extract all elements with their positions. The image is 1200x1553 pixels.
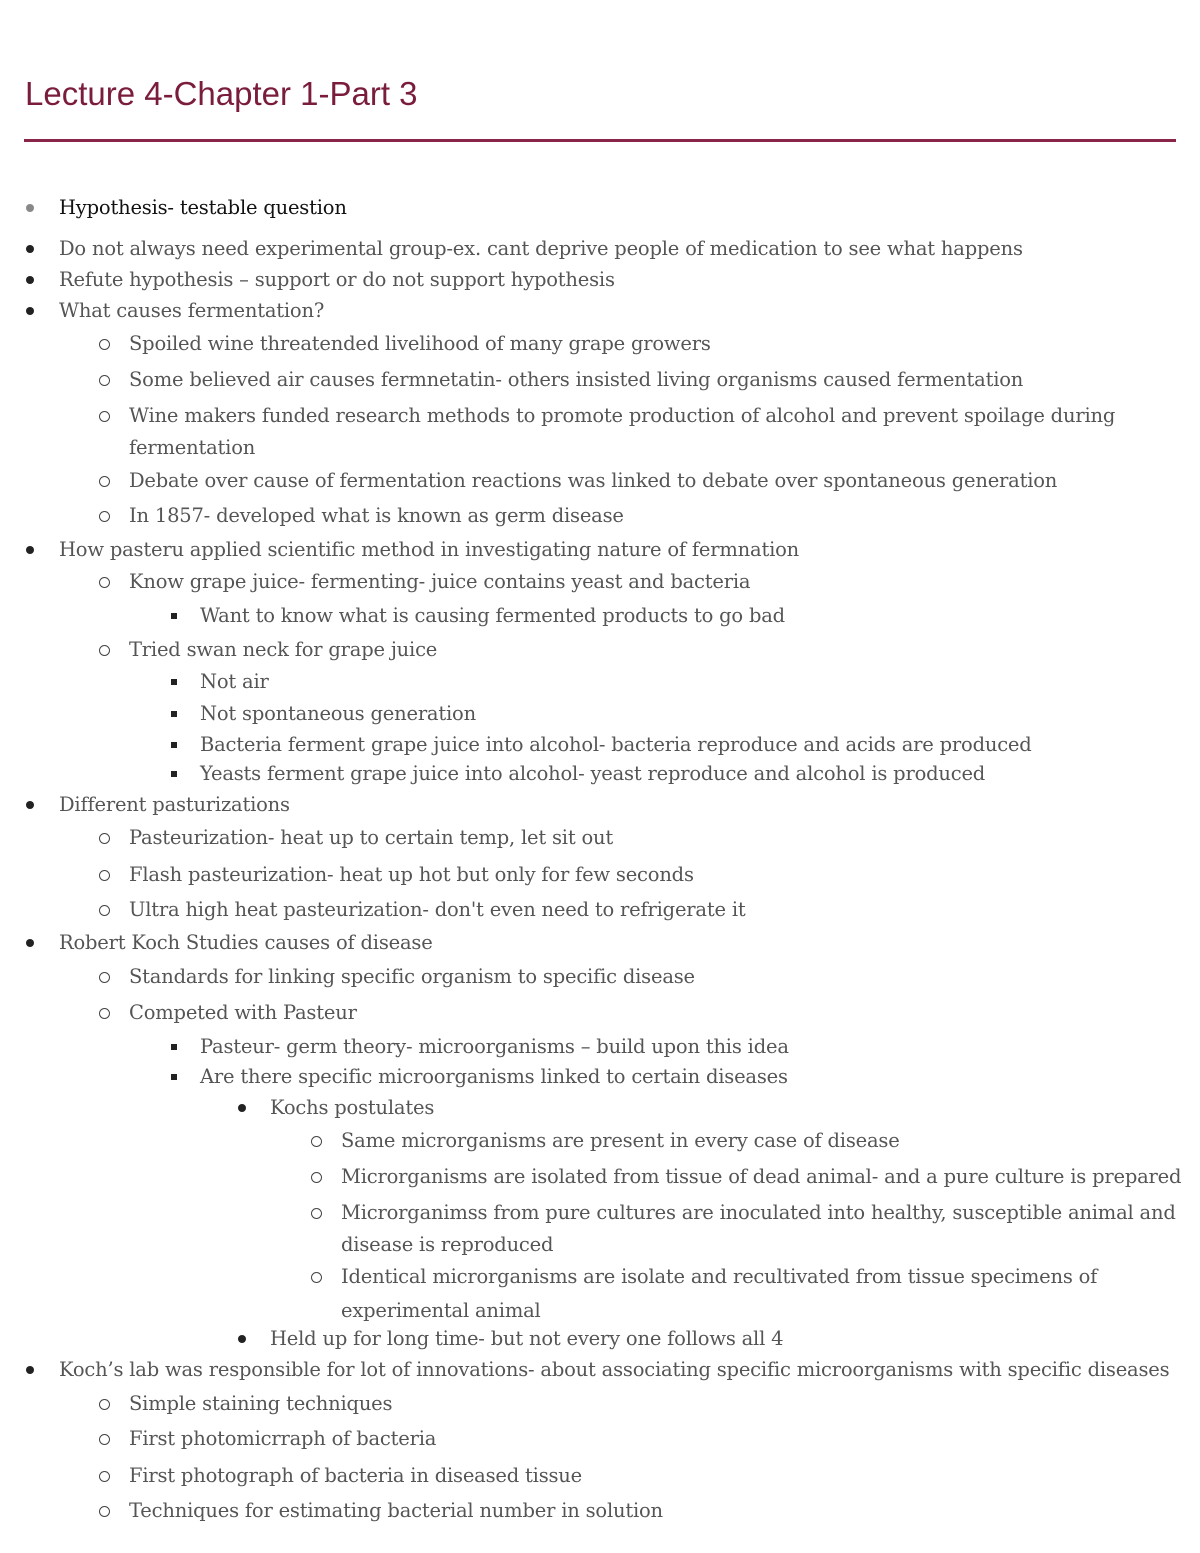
bullet-circle-icon — [311, 1208, 322, 1219]
list-item: Yeasts ferment grape juice into alcohol- yeast reproduce and alcohol is produced — [200, 762, 986, 785]
list-item: Robert Koch Studies causes of disease — [59, 931, 433, 954]
list-item-continuation: experimental animal — [341, 1299, 541, 1322]
list-item: Different pasturizations — [59, 793, 290, 816]
bullet-circle-icon — [99, 1434, 110, 1445]
list-item: Are there specific microorganisms linked to certain diseases — [200, 1065, 788, 1088]
list-item: What causes fermentation? — [59, 299, 325, 322]
list-item: First photomicrraph of bacteria — [129, 1427, 437, 1450]
bullet-disc-icon — [238, 1335, 246, 1343]
bullet-square-icon — [171, 711, 177, 717]
list-item: Debate over cause of fermentation reactions was linked to debate over spontaneous generation — [129, 469, 1058, 492]
list-item: Koch’s lab was responsible for lot of innovations- about associating specific microorganisms with specific diseases — [59, 1358, 1170, 1381]
list-item: Wine makers funded research methods to promote production of alcohol and prevent spoilage during — [129, 404, 1116, 427]
bullet-disc-icon — [26, 546, 34, 554]
bullet-circle-icon — [99, 833, 110, 844]
bullet-square-icon — [171, 1044, 177, 1050]
list-item: Simple staining techniques — [129, 1392, 393, 1415]
bullet-circle-icon — [99, 1008, 110, 1019]
bullet-square-icon — [171, 771, 177, 777]
list-item: Standards for linking specific organism to specific disease — [129, 965, 695, 988]
bullet-circle-icon — [99, 339, 110, 350]
page-title: Lecture 4-Chapter 1-Part 3 — [25, 75, 418, 112]
bullet-disc-icon — [26, 276, 34, 284]
bullet-square-icon — [171, 613, 177, 619]
list-item: Bacteria ferment grape juice into alcohol- bacteria reproduce and acids are produced — [200, 733, 1032, 756]
bullet-disc-icon — [26, 245, 34, 253]
list-item: Some believed air causes fermnetatin- others insisted living organisms caused fermentation — [129, 368, 1024, 391]
bullet-square-icon — [171, 742, 177, 748]
list-item: Held up for long time- but not every one follows all 4 — [270, 1327, 784, 1350]
bullet-disc-icon — [26, 1366, 34, 1374]
list-item: Not spontaneous generation — [200, 702, 476, 725]
bullet-circle-icon — [311, 1136, 322, 1147]
bullet-disc-icon — [26, 307, 34, 315]
list-item: Ultra high heat pasteurization- don't even need to refrigerate it — [129, 898, 746, 921]
bullet-square-icon — [171, 679, 177, 685]
bullet-square-icon — [171, 1074, 177, 1080]
bullet-circle-icon — [99, 511, 110, 522]
list-item: Techniques for estimating bacterial number in solution — [129, 1499, 663, 1522]
list-item-continuation: disease is reproduced — [341, 1233, 554, 1256]
bullet-disc-icon — [238, 1104, 246, 1112]
list-item: Do not always need experimental group-ex. cant deprive people of medication to see what happens — [59, 237, 1023, 260]
bullet-circle-icon — [99, 645, 110, 656]
bullet-circle-icon — [99, 905, 110, 916]
list-item: How pasteru applied scientific method in investigating nature of fermnation — [59, 538, 800, 561]
bullet-disc-icon — [26, 801, 34, 809]
list-item: In 1857- developed what is known as germ disease — [129, 504, 624, 527]
bullet-circle-icon — [99, 411, 110, 422]
list-item: Competed with Pasteur — [129, 1001, 357, 1024]
list-item-continuation: fermentation — [129, 436, 256, 459]
list-item: Pasteur- germ theory- microorganisms – build upon this idea — [200, 1035, 789, 1058]
bullet-circle-icon — [99, 1399, 110, 1410]
list-item: First photograph of bacteria in diseased tissue — [129, 1464, 583, 1487]
list-item: Kochs postulates — [270, 1096, 435, 1119]
bullet-circle-icon — [99, 577, 110, 588]
bullet-disc-icon — [26, 204, 34, 212]
list-item: Know grape juice- fermenting- juice contains yeast and bacteria — [129, 570, 751, 593]
list-item: Pasteurization- heat up to certain temp, let sit out — [129, 826, 614, 849]
title-divider — [24, 139, 1176, 142]
list-item: Identical microrganisms are isolate and recultivated from tissue specimens of — [341, 1265, 1098, 1288]
list-item: Same microrganisms are present in every case of disease — [341, 1129, 900, 1152]
bullet-circle-icon — [99, 870, 110, 881]
bullet-circle-icon — [99, 1506, 110, 1517]
bullet-circle-icon — [311, 1172, 322, 1183]
bullet-circle-icon — [99, 476, 110, 487]
list-item: Spoiled wine threatended livelihood of many grape growers — [129, 332, 711, 355]
list-item: Microrganisms are isolated from tissue of dead animal- and a pure culture is prepared — [341, 1165, 1182, 1188]
list-item: Want to know what is causing fermented products to go bad — [200, 604, 785, 627]
list-item: Refute hypothesis – support or do not support hypothesis — [59, 268, 615, 291]
bullet-circle-icon — [99, 972, 110, 983]
list-item: Not air — [200, 670, 269, 693]
bullet-circle-icon — [99, 375, 110, 386]
list-item: Flash pasteurization- heat up hot but only for few seconds — [129, 863, 694, 886]
list-item: Hypothesis- testable question — [59, 196, 347, 219]
bullet-disc-icon — [26, 939, 34, 947]
list-item: Microrganimss from pure cultures are inoculated into healthy, susceptible animal and — [341, 1201, 1176, 1224]
bullet-circle-icon — [311, 1272, 322, 1283]
list-item: Tried swan neck for grape juice — [129, 638, 438, 661]
bullet-circle-icon — [99, 1471, 110, 1482]
